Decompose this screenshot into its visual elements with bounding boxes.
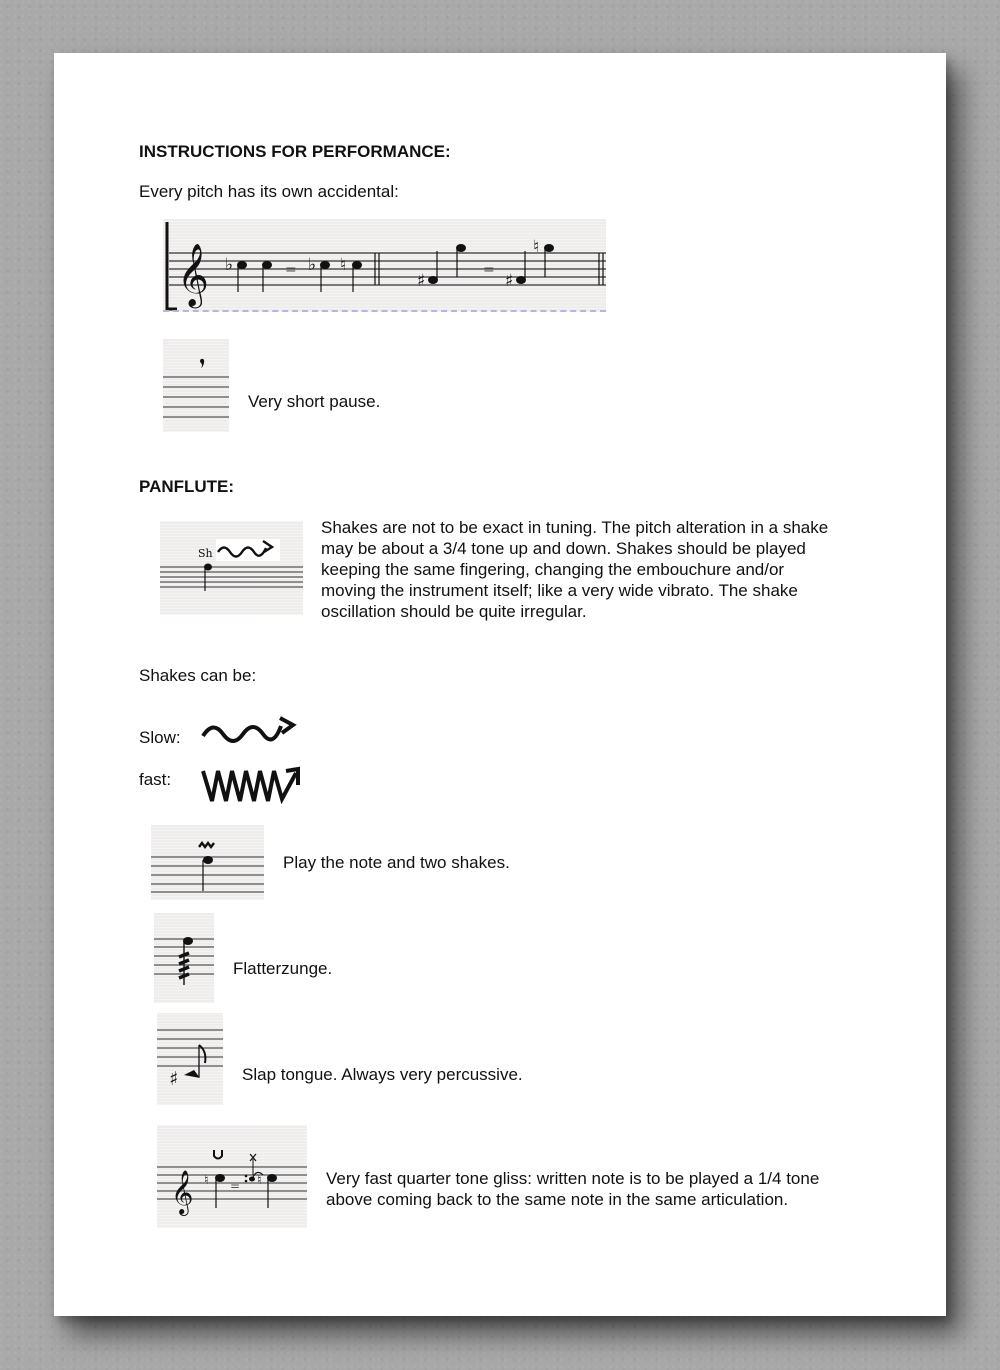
comma-breath-icon [200, 359, 204, 368]
accidentals-staff [163, 219, 606, 312]
quarter-tone-gliss-image [157, 1125, 307, 1228]
gliss-description: Very fast quarter tone gliss: written note is to be played a 1/4 tone above coming back to the same note in the same articulation. [326, 1169, 820, 1209]
shakes-can-be: Shakes can be: [139, 666, 257, 685]
natural-icon: ♮ [340, 255, 347, 275]
fermata-icon [214, 1150, 222, 1159]
shake-description: Shakes are not to be exact in tuning. The pitch alteration in a shake may be about a 3/4 tone up and down. Shakes should be played keeping the same fingering, changing the embouchure and/or moving the instrument itself; like a very wide vibrato. The shake oscillation should be quite irregular. [321, 518, 829, 621]
svg-text:♯: ♯ [505, 271, 514, 291]
svg-text:♮: ♮ [257, 1173, 262, 1188]
two-shakes-image [151, 825, 264, 900]
pause-description: Very short pause. [248, 392, 381, 411]
dashed-divider [163, 310, 606, 312]
svg-text:=: = [483, 262, 495, 278]
accidentals-staff-image [163, 219, 606, 312]
document-page [54, 53, 946, 1316]
svg-text:=: = [285, 262, 297, 278]
fast-shake-icon [200, 763, 304, 807]
two-shakes-description: Play the note and two shakes. [283, 853, 510, 872]
svg-text:♮: ♮ [204, 1173, 209, 1188]
accidentals-intro: Every pitch has its own accidental: [139, 182, 399, 201]
treble-clef-icon: 𝄞 [171, 1170, 194, 1214]
fast-label: fast: [139, 770, 172, 789]
sharp-icon: ♯ [417, 271, 426, 291]
slap-tongue-description: Slap tongue. Always very percussive. [242, 1065, 523, 1084]
breath-mark-image [163, 339, 229, 432]
svg-text:=: = [230, 1179, 241, 1193]
slap-tongue-image [157, 1013, 223, 1105]
slow-label: Slow: [139, 728, 181, 747]
slap-notehead-icon [184, 1070, 200, 1078]
svg-text:♮: ♮ [533, 237, 540, 257]
shake-wave-icon [218, 548, 266, 557]
flat-icon: ♭ [225, 255, 234, 275]
treble-clef-icon: 𝄞 [177, 243, 209, 306]
shake-label: Sh [198, 547, 213, 560]
sharp-icon: ♯ [169, 1068, 179, 1090]
panflute-heading: PANFLUTE: [139, 477, 235, 496]
system-bracket [167, 222, 177, 309]
flatterzunge-description: Flatterzunge. [233, 959, 333, 978]
slow-shake-icon [200, 714, 300, 746]
two-shakes-icon [199, 843, 214, 847]
svg-text:♭: ♭ [308, 255, 317, 275]
shake-image [160, 521, 303, 615]
instructions-heading: INSTRUCTIONS FOR PERFORMANCE: [139, 142, 451, 161]
flatterzunge-image [154, 913, 214, 1003]
